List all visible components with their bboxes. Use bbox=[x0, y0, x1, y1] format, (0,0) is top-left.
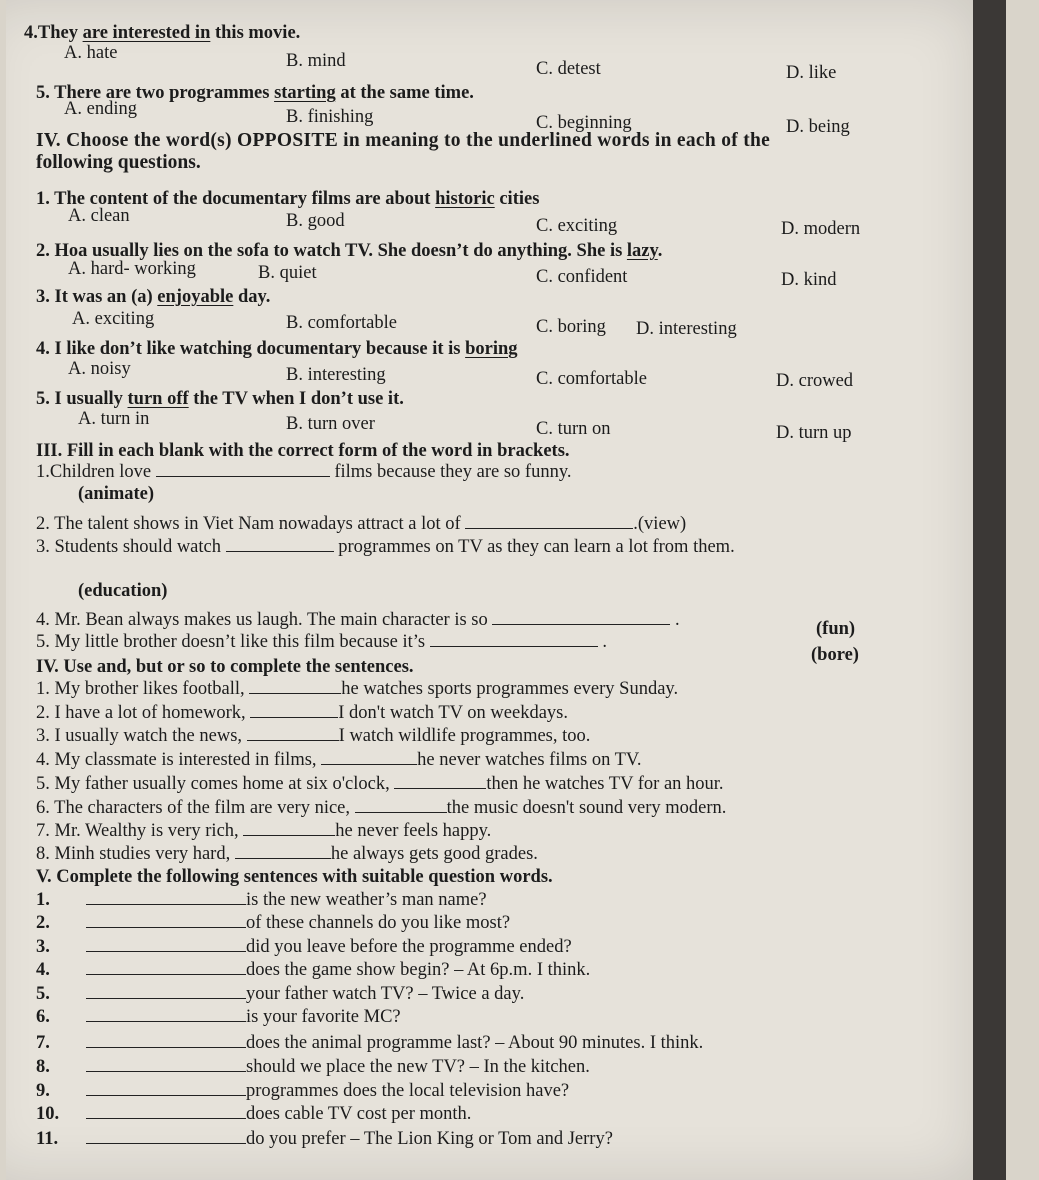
answer-blank[interactable] bbox=[247, 724, 339, 741]
answer-blank[interactable] bbox=[86, 1102, 246, 1119]
option-c: C. beginning bbox=[536, 113, 632, 133]
question-word-item: 3. did you leave before the programme ended? bbox=[36, 937, 572, 957]
answer-blank[interactable] bbox=[226, 535, 334, 552]
opposite-question-5: 5. I usually turn off the TV when I don’t use it. bbox=[36, 389, 404, 409]
conjunction-question-6: 6. The characters of the film are very nice, the music doesn't sound very modern. bbox=[36, 798, 727, 818]
answer-blank[interactable] bbox=[86, 1055, 246, 1072]
option-a: A. noisy bbox=[68, 359, 131, 379]
option-d: D. turn up bbox=[776, 423, 852, 443]
question-word-item: 5. your father watch TV? – Twice a day. bbox=[36, 984, 525, 1004]
answer-blank[interactable] bbox=[243, 819, 335, 836]
section-v-title: V. Complete the following sentences with suitable question words. bbox=[36, 867, 553, 887]
option-d: D. modern bbox=[781, 219, 861, 239]
question-word-item: 8. should we place the new TV? – In the kitchen. bbox=[36, 1057, 590, 1077]
question-word-item: 11. do you prefer – The Lion King or Tom and Jerry? bbox=[36, 1129, 613, 1149]
option-d: D. crowed bbox=[776, 371, 854, 391]
answer-blank[interactable] bbox=[321, 748, 417, 765]
answer-blank[interactable] bbox=[394, 772, 486, 789]
section-iii-title: III. Fill in each blank with the correct form of the word in brackets. bbox=[36, 441, 570, 461]
word-hint: (education) bbox=[78, 581, 168, 601]
answer-blank[interactable] bbox=[156, 460, 330, 477]
section-iv-title: IV. Choose the word(s) OPPOSITE in meaning to the underlined words in each of the bbox=[36, 130, 771, 151]
option-a: A. hard- working bbox=[68, 259, 196, 279]
question-word-item: 10. does cable TV cost per month. bbox=[36, 1104, 472, 1124]
option-b: B. comfortable bbox=[286, 313, 397, 333]
fill-question-2: 2. The talent shows in Viet Nam nowadays attract a lot of .(view) bbox=[36, 514, 687, 534]
conjunction-question-5: 5. My father usually comes home at six o'clock, then he watches TV for an hour. bbox=[36, 774, 724, 794]
option-d: D. being bbox=[786, 117, 850, 137]
option-c: C. comfortable bbox=[536, 369, 647, 389]
option-d: D. kind bbox=[781, 270, 837, 290]
fill-question-1: 1.Children love films because they are so funny. bbox=[36, 462, 572, 482]
word-hint: (bore) bbox=[811, 645, 859, 665]
answer-blank[interactable] bbox=[86, 1127, 246, 1144]
option-c: C. boring bbox=[536, 317, 606, 337]
option-d: D. like bbox=[786, 63, 837, 83]
fill-question-4: 4. Mr. Bean always makes us laugh. The main character is so . bbox=[36, 610, 680, 630]
option-c: C. confident bbox=[536, 267, 628, 287]
question-4-stem: 4.They are interested in this movie. bbox=[24, 23, 301, 43]
answer-blank[interactable] bbox=[430, 630, 598, 647]
opposite-question-1: 1. The content of the documentary films are about historic cities bbox=[36, 189, 540, 209]
conjunction-question-7: 7. Mr. Wealthy is very rich, he never feels happy. bbox=[36, 821, 492, 841]
question-word-item: 1. is the new weather’s man name? bbox=[36, 890, 487, 910]
answer-blank[interactable] bbox=[86, 958, 246, 975]
answer-blank[interactable] bbox=[465, 512, 633, 529]
answer-blank[interactable] bbox=[492, 608, 670, 625]
worksheet-page bbox=[6, 0, 1006, 1180]
option-c: C. turn on bbox=[536, 419, 611, 439]
option-b: B. quiet bbox=[258, 263, 317, 283]
option-c: C. exciting bbox=[536, 216, 618, 236]
opposite-question-3: 3. It was an (a) enjoyable day. bbox=[36, 287, 271, 307]
question-word-item: 7. does the animal programme last? – About 90 minutes. I think. bbox=[36, 1033, 704, 1053]
answer-blank[interactable] bbox=[250, 701, 338, 718]
answer-blank[interactable] bbox=[86, 1079, 246, 1096]
conjunction-question-4: 4. My classmate is interested in films, he never watches films on TV. bbox=[36, 750, 642, 770]
conjunction-question-1: 1. My brother likes football, he watches sports programmes every Sunday. bbox=[36, 679, 679, 699]
answer-blank[interactable] bbox=[86, 1005, 246, 1022]
answer-blank[interactable] bbox=[86, 888, 246, 905]
answer-blank[interactable] bbox=[86, 982, 246, 999]
conjunction-question-2: 2. I have a lot of homework, I don't watch TV on weekdays. bbox=[36, 703, 568, 723]
opposite-question-2: 2. Hoa usually lies on the sofa to watch TV. She doesn’t do anything. She is lazy. bbox=[36, 241, 663, 261]
option-a: A. exciting bbox=[72, 309, 155, 329]
answer-blank[interactable] bbox=[249, 677, 341, 694]
question-word-item: 4. does the game show begin? – At 6p.m. I think. bbox=[36, 960, 591, 980]
question-word-item: 2. of these channels do you like most? bbox=[36, 913, 511, 933]
option-a: A. hate bbox=[64, 43, 118, 63]
fill-question-5: 5. My little brother doesn’t like this film because it’s . bbox=[36, 632, 607, 652]
section-iv-conjunctions-title: IV. Use and, but or so to complete the sentences. bbox=[36, 657, 414, 677]
question-word-item: 6. is your favorite MC? bbox=[36, 1007, 401, 1027]
fill-question-3: 3. Students should watch programmes on TV as they can learn a lot from them. bbox=[36, 537, 735, 557]
option-a: A. turn in bbox=[78, 409, 150, 429]
word-hint: (animate) bbox=[78, 484, 155, 504]
answer-blank[interactable] bbox=[86, 935, 246, 952]
answer-blank[interactable] bbox=[355, 796, 447, 813]
option-b: B. mind bbox=[286, 51, 346, 71]
question-5-stem: 5. There are two programmes starting at the same time. bbox=[36, 83, 474, 103]
conjunction-question-8: 8. Minh studies very hard, he always gets good grades. bbox=[36, 844, 538, 864]
section-iv-title-cont: following questions. bbox=[36, 152, 201, 173]
option-b: B. interesting bbox=[286, 365, 386, 385]
question-word-item: 9. programmes does the local television have? bbox=[36, 1081, 570, 1101]
option-b: B. turn over bbox=[286, 414, 375, 434]
word-hint: (fun) bbox=[816, 619, 856, 639]
answer-blank[interactable] bbox=[86, 911, 246, 928]
option-a: A. clean bbox=[68, 206, 130, 226]
answer-blank[interactable] bbox=[86, 1031, 246, 1048]
option-b: B. finishing bbox=[286, 107, 374, 127]
option-a: A. ending bbox=[64, 99, 137, 119]
page-edge-shadow bbox=[973, 0, 1006, 1180]
opposite-question-4: 4. I like don’t like watching documentary because it is boring bbox=[36, 339, 518, 359]
option-c: C. detest bbox=[536, 59, 601, 79]
answer-blank[interactable] bbox=[235, 842, 331, 859]
option-d: D. interesting bbox=[636, 319, 737, 339]
option-b: B. good bbox=[286, 211, 345, 231]
conjunction-question-3: 3. I usually watch the news, I watch wildlife programmes, too. bbox=[36, 726, 591, 746]
